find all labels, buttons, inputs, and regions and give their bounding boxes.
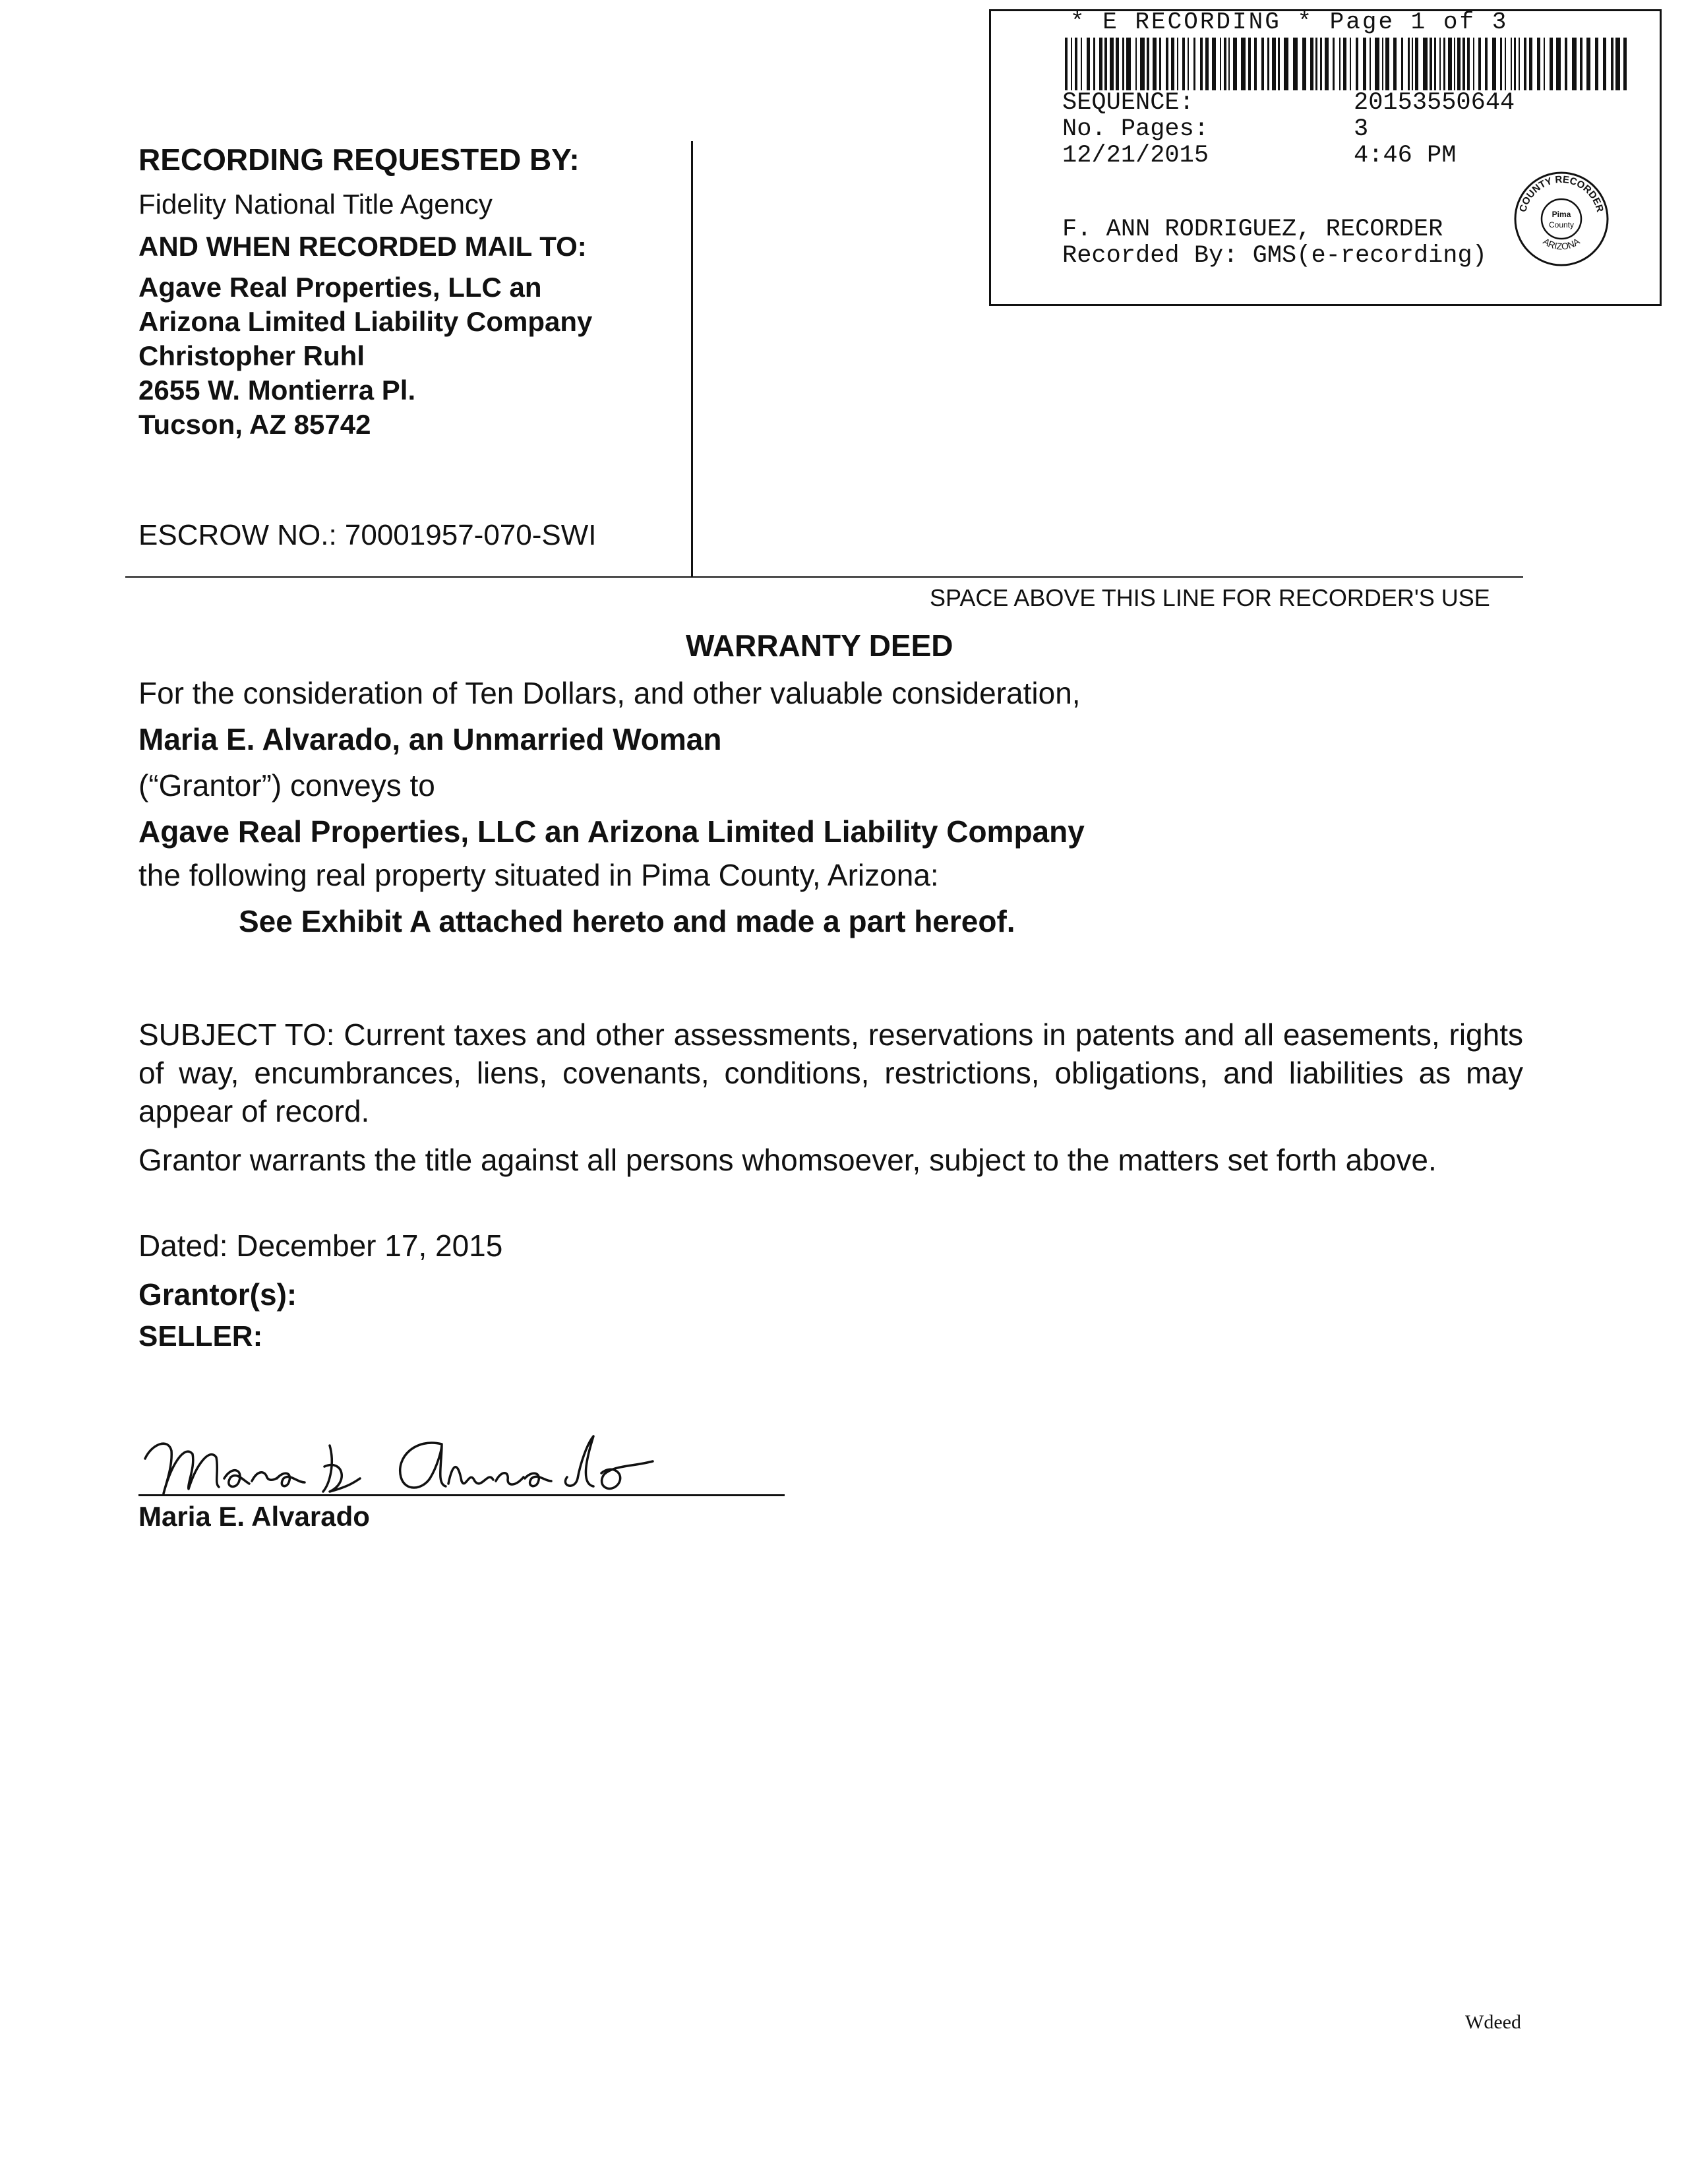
seal-lower-text: ARIZONA (1541, 235, 1582, 252)
seal-outer-text: COUNTY RECORDER (1517, 173, 1606, 214)
mail-line: Arizona Limited Liability Company (138, 306, 593, 337)
seal-center-bottom: County (1548, 220, 1575, 229)
pages-value: 3 (1354, 115, 1369, 143)
pages-label: No. Pages: (1062, 115, 1209, 143)
mail-to-label: AND WHEN RECORDED MAIL TO: (138, 231, 587, 262)
consideration-text: For the consideration of Ten Dollars, and other valuable consideration, (138, 676, 1081, 710)
mail-line: Agave Real Properties, LLC an (138, 272, 542, 303)
signature-line (138, 1494, 785, 1496)
grantors-label: Grantor(s): (138, 1277, 297, 1312)
requested-by: Fidelity National Title Agency (138, 189, 493, 220)
recording-time: 4:46 PM (1354, 142, 1457, 169)
document-title: WARRANTY DEED (686, 628, 953, 663)
stamp-title: * E RECORDING * Page 1 of 3 (1070, 9, 1509, 36)
exhibit-reference: See Exhibit A attached hereto and made a part hereof. (239, 904, 1015, 938)
signer-name: Maria E. Alvarado (138, 1501, 370, 1532)
sequence-value: 20153550644 (1354, 89, 1515, 117)
barcode (1065, 38, 1632, 90)
seal-center-top: Pima (1552, 210, 1571, 219)
form-code: Wdeed (1465, 2011, 1521, 2033)
mail-line: Christopher Ruhl (138, 340, 365, 371)
header-divider-vertical (691, 141, 693, 576)
conveys-text: (“Grantor”) conveys to (138, 768, 435, 803)
grantor-name: Maria E. Alvarado, an Unmarried Woman (138, 722, 722, 756)
seller-label: SELLER: (138, 1320, 263, 1352)
recorder-name: F. ANN RODRIGUEZ, RECORDER (1062, 216, 1443, 243)
recording-requested-label: RECORDING REQUESTED BY: (138, 142, 580, 177)
mail-line: Tucson, AZ 85742 (138, 409, 371, 440)
property-text: the following real property situated in Pima County, Arizona: (138, 858, 939, 892)
subject-to-paragraph: SUBJECT TO: Current taxes and other assessments, reservations in patents and all easements, rights of way, encumbrances, liens, covenants, conditions, restrictions, obligations, and liabilities as may appear of record. (138, 1017, 1523, 1128)
recording-stamp (989, 9, 1662, 306)
grantee-name: Agave Real Properties, LLC an Arizona Limited Liability Company (138, 814, 1085, 849)
warranty-paragraph: Grantor warrants the title against all persons whomsoever, subject to the matters set forth above. (138, 1143, 1437, 1177)
county-seal-icon (1512, 169, 1611, 268)
recorder-space-line (125, 576, 1523, 578)
recorded-by: Recorded By: GMS(e-recording) (1062, 242, 1487, 270)
sequence-label: SEQUENCE: (1062, 89, 1194, 117)
recording-date: 12/21/2015 (1062, 142, 1209, 169)
mail-line: 2655 W. Montierra Pl. (138, 375, 416, 406)
recorder-use-note: SPACE ABOVE THIS LINE FOR RECORDER'S USE (930, 584, 1490, 611)
handwritten-signature (132, 1418, 673, 1510)
dated-text: Dated: December 17, 2015 (138, 1228, 503, 1263)
escrow-number: ESCROW NO.: 70001957-070-SWI (138, 519, 597, 551)
